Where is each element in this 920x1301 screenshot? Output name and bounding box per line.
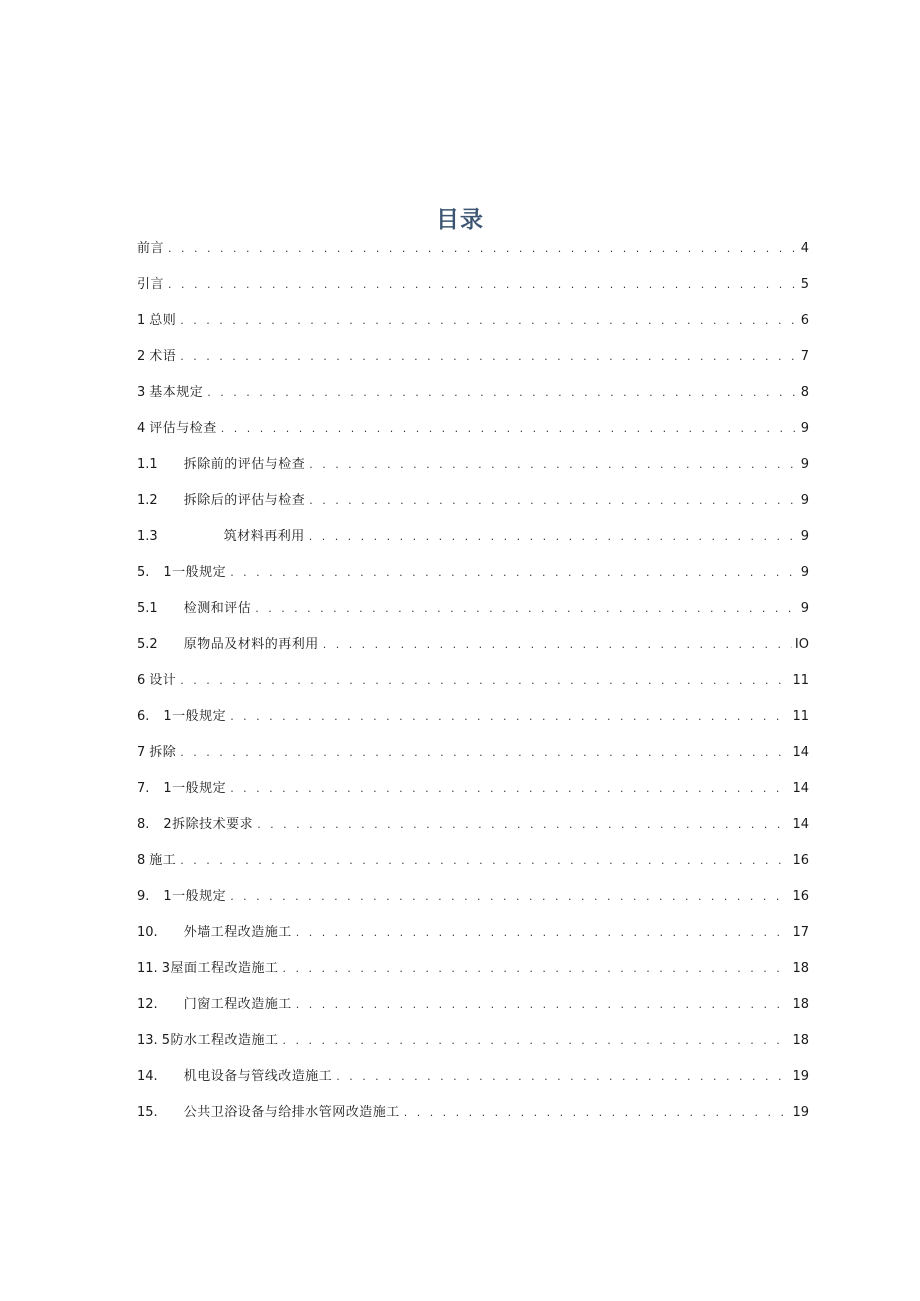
dot-leader (309, 524, 798, 550)
toc-entry[interactable] (137, 308, 809, 344)
toc-entry-number: 1 (137, 313, 146, 328)
toc-entry[interactable] (137, 596, 809, 632)
dot-leader (323, 632, 792, 658)
toc-entry-label: 公共卫浴设备与给排水管网改造施工 (183, 1105, 400, 1120)
toc-entry[interactable] (137, 1064, 809, 1100)
toc-entry-page-number: 14 (792, 745, 809, 760)
toc-entry-label: 拆除后的评估与检查 (183, 493, 306, 508)
toc-entry-number: 5.2 (137, 637, 158, 652)
toc-entry[interactable] (137, 848, 809, 884)
toc-entry[interactable] (137, 632, 809, 668)
dot-leader (336, 1064, 789, 1090)
toc-entry-label: 总则 (149, 313, 177, 328)
toc-entry-label: 1一般规定 (163, 709, 227, 724)
table-of-contents (137, 236, 809, 1136)
dot-leader (282, 956, 789, 982)
dot-leader (309, 488, 798, 514)
toc-entry-page-number: 9 (800, 421, 809, 436)
toc-entry-label: 术语 (149, 349, 177, 364)
dot-leader (257, 812, 789, 838)
toc-entry-page-number: 16 (792, 853, 809, 868)
toc-entry-label: 1一般规定 (163, 889, 227, 904)
dot-leader (296, 992, 790, 1018)
toc-entry[interactable] (137, 992, 809, 1028)
dot-leader (230, 560, 798, 586)
dot-leader (207, 380, 797, 406)
toc-entry-page-number: 11 (792, 709, 809, 724)
toc-entry[interactable] (137, 1028, 809, 1064)
toc-entry[interactable] (137, 524, 809, 560)
toc-entry-label: 基本规定 (149, 385, 204, 400)
toc-entry-number: 13. (137, 1033, 158, 1048)
dot-leader (180, 848, 789, 874)
dot-leader (180, 308, 797, 334)
toc-entry-label: 1一般规定 (163, 565, 227, 580)
toc-entry-label: 2拆除技术要求 (163, 817, 254, 832)
toc-entry-number: 12. (137, 997, 158, 1012)
toc-entry[interactable] (137, 812, 809, 848)
toc-entry-page-number: 9 (800, 457, 809, 472)
toc-entry-page-number: 16 (792, 889, 809, 904)
page-title: 目录 (436, 207, 484, 234)
dot-leader (180, 344, 797, 370)
toc-entry-label: 检测和评估 (183, 601, 252, 616)
toc-entry-number: 6 (137, 673, 146, 688)
toc-entry-page-number: 19 (792, 1069, 809, 1084)
toc-entry-label: 机电设备与管线改造施工 (183, 1069, 333, 1084)
toc-entry-number: 2 (137, 349, 146, 364)
toc-entry[interactable] (137, 740, 809, 776)
toc-entry-label: 原物品及材料的再利用 (183, 637, 319, 652)
toc-entry-number: 15. (137, 1105, 158, 1120)
toc-entry-label: 外墙工程改造施工 (183, 925, 292, 940)
toc-entry-page-number: 9 (800, 493, 809, 508)
toc-entry[interactable] (137, 560, 809, 596)
dot-leader (282, 1028, 789, 1054)
toc-entry[interactable] (137, 416, 809, 452)
toc-entry[interactable] (137, 452, 809, 488)
toc-entry-page-number: 5 (800, 277, 809, 292)
toc-entry[interactable] (137, 1100, 809, 1136)
toc-entry-number: 1.3 (137, 529, 158, 544)
toc-entry-number: 6. (137, 709, 150, 724)
toc-entry-page-number: 9 (800, 565, 809, 580)
toc-entry-label: 设计 (149, 673, 177, 688)
toc-entry-page-number: IO (794, 637, 809, 652)
dot-leader (230, 884, 789, 910)
toc-entry-number: 7 (137, 745, 146, 760)
toc-entry-page-number: 6 (800, 313, 809, 328)
toc-entry-number: 8 (137, 853, 146, 868)
dot-leader (180, 740, 789, 766)
toc-entry[interactable] (137, 272, 809, 308)
toc-entry-label: 引言 (137, 277, 165, 292)
dot-leader (296, 920, 790, 946)
dot-leader (309, 452, 798, 478)
toc-entry-number: 9. (137, 889, 150, 904)
toc-entry-page-number: 18 (792, 1033, 809, 1048)
dot-leader (221, 416, 798, 442)
dot-leader (180, 668, 789, 694)
toc-entry-page-number: 19 (792, 1105, 809, 1120)
toc-entry-label: 门窗工程改造施工 (183, 997, 292, 1012)
toc-entry[interactable] (137, 920, 809, 956)
toc-entry-number: 10. (137, 925, 158, 940)
toc-entry[interactable] (137, 488, 809, 524)
dot-leader (230, 776, 789, 802)
toc-entry-label: 前言 (137, 241, 165, 256)
dot-leader (404, 1100, 790, 1126)
toc-entry-number: 14. (137, 1069, 158, 1084)
toc-entry-page-number: 14 (792, 817, 809, 832)
toc-entry[interactable] (137, 380, 809, 416)
toc-entry[interactable] (137, 884, 809, 920)
toc-entry-label: 评估与检查 (149, 421, 217, 436)
toc-entry-page-number: 18 (792, 997, 809, 1012)
toc-entry-page-number: 11 (792, 673, 809, 688)
toc-entry-page-number: 18 (792, 961, 809, 976)
toc-entry[interactable] (137, 956, 809, 992)
toc-entry-number: 5.1 (137, 601, 158, 616)
toc-entry-number: 7. (137, 781, 150, 796)
toc-entry-number: 3 (137, 385, 146, 400)
toc-entry-page-number: 8 (800, 385, 809, 400)
toc-entry-page-number: 7 (800, 349, 809, 364)
toc-entry-number: 1.2 (137, 493, 158, 508)
toc-entry-number: 8. (137, 817, 150, 832)
toc-entry-label: 拆除前的评估与检查 (183, 457, 306, 472)
dot-leader (168, 236, 798, 262)
toc-entry-label: 施工 (149, 853, 177, 868)
toc-entry-page-number: 4 (800, 241, 809, 256)
toc-entry-number: 1.1 (137, 457, 158, 472)
dot-leader (230, 704, 789, 730)
toc-entry-label: 5防水工程改造施工 (161, 1033, 279, 1048)
toc-entry-label: 拆除 (149, 745, 177, 760)
toc-entry-page-number: 14 (792, 781, 809, 796)
toc-entry-page-number: 9 (800, 601, 809, 616)
toc-entry-number: 4 (137, 421, 146, 436)
toc-entry-label: 筑材料再利用 (223, 529, 305, 544)
toc-entry-label: 3屋面工程改造施工 (161, 961, 279, 976)
toc-entry[interactable] (137, 344, 809, 380)
toc-entry[interactable] (137, 236, 809, 272)
toc-entry-page-number: 17 (792, 925, 809, 940)
toc-entry-number: 5. (137, 565, 150, 580)
toc-entry-page-number: 9 (800, 529, 809, 544)
toc-entry[interactable] (137, 704, 809, 740)
dot-leader (255, 596, 798, 622)
toc-entry-number: 11. (137, 961, 158, 976)
toc-entry-label: 1一般规定 (163, 781, 227, 796)
toc-entry[interactable] (137, 668, 809, 704)
dot-leader (168, 272, 798, 298)
toc-entry[interactable] (137, 776, 809, 812)
